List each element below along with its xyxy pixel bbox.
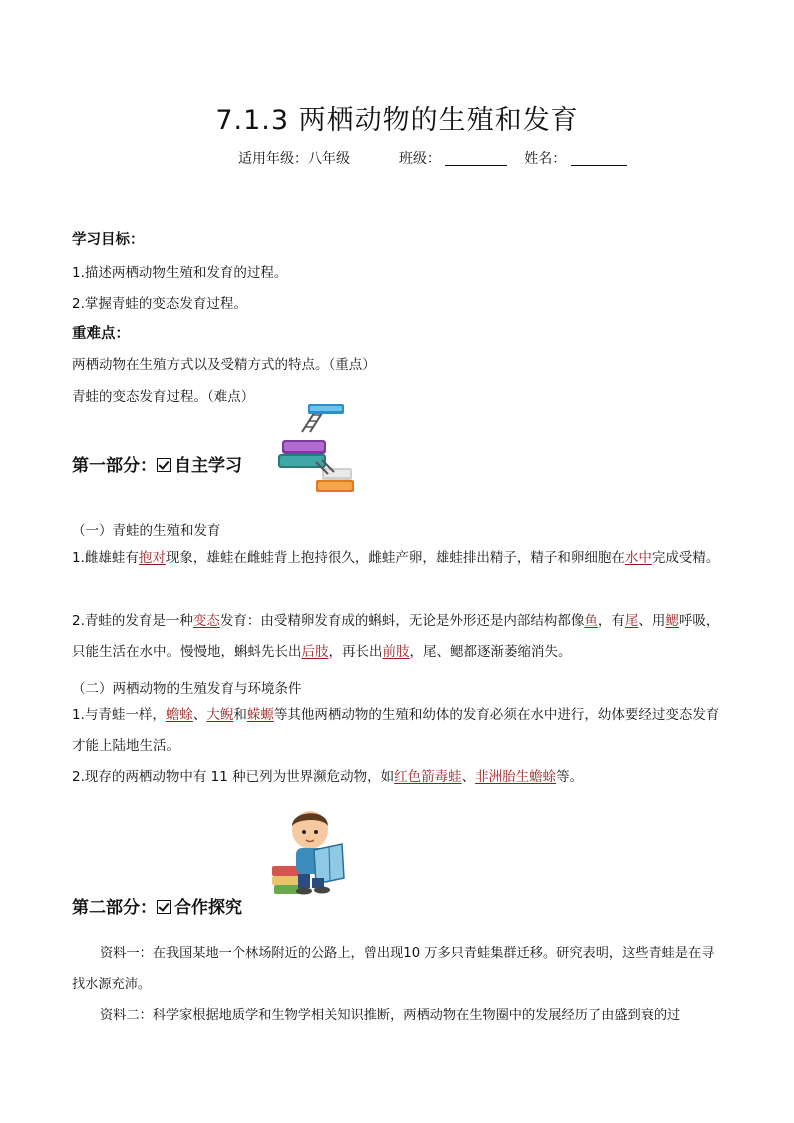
goal-item-1: 1.描述两栖动物生殖和发育的过程。 <box>72 265 288 281</box>
keyword: 大鲵 <box>206 707 234 723</box>
reading-boy-icon <box>268 804 352 896</box>
text: ，有 <box>597 613 625 629</box>
keyword: 尾 <box>624 613 639 629</box>
text: 2.现存的两栖动物中有 11 种已列为世界濒危动物，如 <box>72 769 395 785</box>
part1-title: 自主学习 <box>174 456 242 476</box>
part2-heading <box>72 893 242 918</box>
paragraph-3 <box>72 700 722 762</box>
keyword: 变态 <box>192 613 220 629</box>
class-label: 班级： <box>398 151 441 167</box>
text: 等。 <box>556 769 584 785</box>
section1-heading: （一）青蛙的生殖和发育 <box>72 523 221 539</box>
name-blank[interactable] <box>571 151 627 166</box>
paragraph-1 <box>72 543 722 574</box>
text: 和 <box>233 707 247 723</box>
text: 发育：由受精卵发育成的蝌蚪，无论是外形还是内部结构都像 <box>219 613 585 629</box>
page-title: 7.1.3 两栖动物的生殖和发育 <box>215 105 579 136</box>
text: ，再长出 <box>328 644 383 660</box>
meta-line <box>238 148 627 168</box>
text: 等其他两栖动物的生殖和幼体的发育必须在水中进行，幼体要经过变态发育才能上陆地生活。 <box>72 707 720 754</box>
text: 呼吸，只能生活在水中。慢慢地，蝌蚪先长出 <box>72 613 720 660</box>
keyword: 非洲胎生蟾蜍 <box>475 769 557 785</box>
checkbox-icon <box>157 458 171 472</box>
keyword: 水中 <box>624 550 652 566</box>
keyword: 抱对 <box>138 550 166 566</box>
keyword: 红色箭毒蛙 <box>394 769 462 785</box>
part2-title: 合作探究 <box>174 898 242 918</box>
keyword: 鱼 <box>584 613 598 629</box>
text: 现象，雄蛙在雌蛙背上抱持很久，雌蛙产卵，雄蛙排出精子，精子和卵细胞在 <box>165 550 625 566</box>
stacked-books-icon <box>272 402 360 498</box>
part1-label: 第一部分： <box>72 456 157 476</box>
checkbox-icon <box>157 900 171 914</box>
keyword: 后肢 <box>301 644 329 660</box>
text: ，尾、鳃都逐渐萎缩消失。 <box>409 644 572 660</box>
keyword: 蟾蜍 <box>165 707 193 723</box>
text: 2.青蛙的发育是一种 <box>72 613 193 629</box>
part2-label: 第二部分： <box>72 898 157 918</box>
text: 、 <box>192 707 207 723</box>
paragraph-4 <box>72 762 722 793</box>
part1-heading <box>72 451 242 476</box>
text: 完成受精。 <box>651 550 720 566</box>
goals-heading: 学习目标： <box>72 232 145 248</box>
material-1: 资料一：在我国某地一个林场附近的公路上，曾出现10 万多只青蛙集群迁移。研究表明，这些青蛙是在寻找水源充沛。 <box>72 946 715 992</box>
keyword: 鳃 <box>665 613 679 629</box>
section2-heading: （二）两栖动物的生殖发育与环境条件 <box>72 681 302 697</box>
paragraph-2 <box>72 606 722 668</box>
keyword: 蝾螈 <box>246 707 274 723</box>
keypoint-item-2: 青蛙的变态发育过程。（难点） <box>72 389 255 405</box>
keypoint-item-1: 两栖动物在生殖方式以及受精方式的特点。（重点） <box>72 357 376 373</box>
goal-item-2: 2.掌握青蛙的变态发育过程。 <box>72 296 247 312</box>
keyword: 前肢 <box>382 644 410 660</box>
material-2: 资料二：科学家根据地质学和生物学相关知识推断，两栖动物在生物圈中的发展经历了由盛到衰的过 <box>100 1008 681 1023</box>
text: 1.与青蛙一样， <box>72 707 166 723</box>
grade-label: 适用年级：八年级 <box>238 151 350 167</box>
class-blank[interactable] <box>445 151 507 166</box>
text: 、 <box>461 769 476 785</box>
text: 、用 <box>638 613 666 629</box>
keypoints-heading: 重难点： <box>72 326 130 342</box>
name-label: 姓名： <box>524 151 567 167</box>
text: 1.雌雄蛙有 <box>72 550 139 566</box>
